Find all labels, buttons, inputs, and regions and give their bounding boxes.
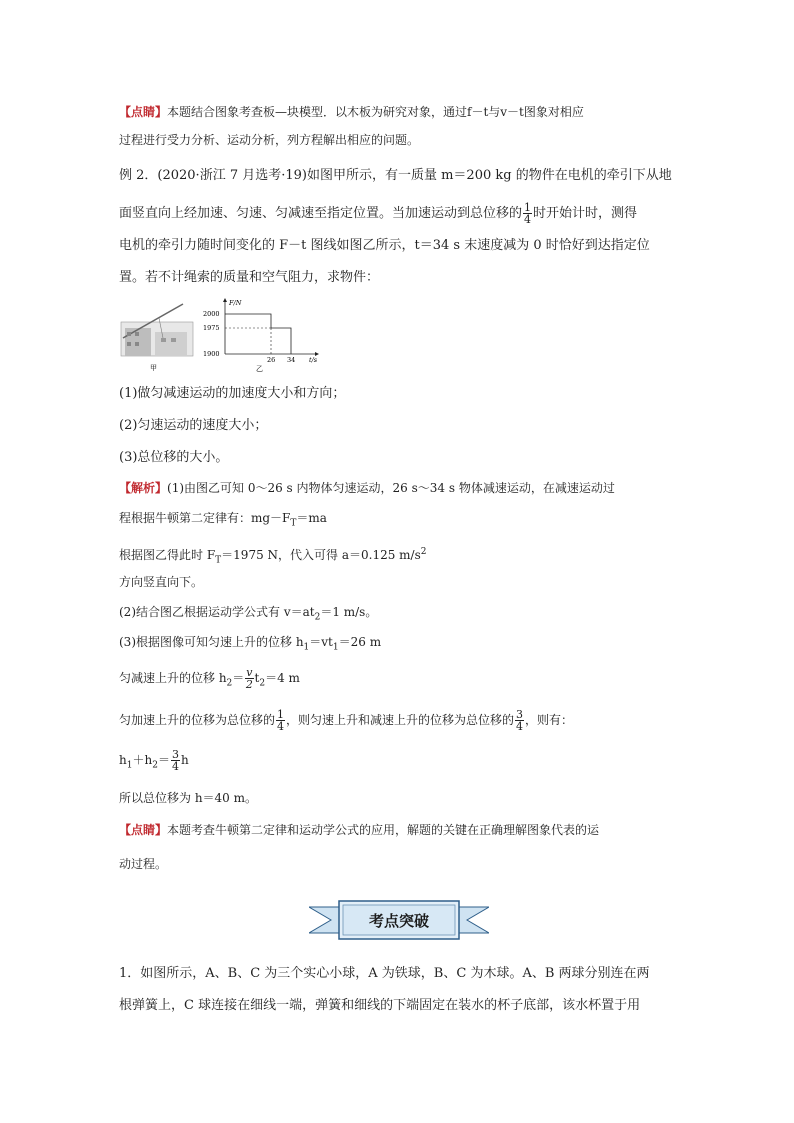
fraction: $\frac{1}{4}$ <box>277 708 285 733</box>
solution-line-6: (3)根据图像可知匀速上升的位移 $h_1=vt_1=26$ m <box>119 635 382 653</box>
question-2: (2)匀速运动的速度大小； <box>119 418 268 433</box>
problem-line-1: 1．如图所示，A、B、C 为三个实心小球，A 为铁球，B、C 为木球。A、B 两球分别连在两 <box>119 966 650 981</box>
solution-line-10: 所以总位移为 h＝40 m。 <box>119 791 258 805</box>
y-axis-label: F/N <box>229 299 242 307</box>
example-line-3: 电机的牵引力随时间变化的 F－t 图线如图乙所示，t＝34 s 末速度减为 0 时恰好到达指定位 <box>119 238 650 253</box>
label-jia: 甲 <box>150 364 157 372</box>
fraction: $\frac{v}{2}$ <box>245 666 253 691</box>
y-tick-1975: 1975 <box>203 324 220 332</box>
dianbo-text: 本题结合图象考查板—块模型．以木板为研究对象，通过f－t与v－t图象对相应 <box>167 105 584 119</box>
dianbo-paragraph-1-cont: 过程进行受力分析、运动分析，列方程解出相应的问题。 <box>119 133 420 147</box>
section-banner <box>309 897 489 943</box>
x-tick-26: 26 <box>267 356 276 364</box>
crane-photo <box>121 304 193 356</box>
solution-line-4: 方向竖直向下。 <box>119 575 204 589</box>
example-line-4: 置。若不计绳索的质量和空气阻力，求物件： <box>119 270 380 285</box>
dianbo-tag: 【点睛】 <box>119 105 168 119</box>
y-tick-1900: 1900 <box>203 350 220 358</box>
y-tick-2000: 2000 <box>203 310 220 318</box>
example-line-1: 例 2．(2020·浙江 7 月选考·19)如图甲所示，有一质量 m＝200 kg 的物件在电机的牵引下从地 <box>119 168 672 183</box>
problem-figure <box>119 298 339 374</box>
x-axis-label: t/s <box>309 356 318 364</box>
dianbo-paragraph-1 <box>119 104 679 120</box>
dianbo-paragraph-2-cont: 动过程。 <box>119 857 168 871</box>
example-text: 面竖直向上经加速、匀速、匀减速至指定位置。当加速运动到总位移的 <box>119 206 523 221</box>
label-yi: 乙 <box>256 365 263 373</box>
solution-line-3: 根据图乙得此时 $F_T=1975$ N，代入可得 a＝0.125 $m/s^2$ <box>119 547 427 566</box>
x-tick-34: 34 <box>287 356 296 364</box>
example-text: 时开始计时，测得 <box>533 206 638 221</box>
problem-line-2: 根弹簧上，C 球连接在细线一端，弹簧和细线的下端固定在装水的杯子底部，该水杯置于用 <box>119 998 641 1013</box>
f-t-chart <box>203 298 319 373</box>
dianbo-paragraph-2 <box>119 822 679 838</box>
solution-line-9: $h_1+h_2=$ $\frac{3}{4}$ h <box>119 748 189 773</box>
solution-text: (1)由图乙可知 0～26 s 内物体匀速运动，26 s～34 s 物体减速运动，在减速运动过 <box>167 481 615 495</box>
dianbo-text: 本题考查牛顿第二定律和运动学公式的应用，解题的关键在正确理解图象代表的运 <box>167 823 600 837</box>
fraction: $\frac{3}{4}$ <box>171 748 179 773</box>
dianbo-tag: 【点睛】 <box>119 823 168 837</box>
fraction: $\frac{1}{4}$ <box>524 201 532 226</box>
question-1: (1)做匀减速运动的加速度大小和方向； <box>119 386 346 401</box>
solution-tag: 【解析】 <box>119 481 168 495</box>
solution-line-2: 程根据牛顿第二定律有：$mg-F_T=ma$ <box>119 511 327 529</box>
solution-line-1 <box>119 480 679 496</box>
fraction: $\frac{3}{4}$ <box>516 708 524 733</box>
solution-line-7: 匀减速上升的位移 $h_2=$ $\frac{v}{2}$ $t_2=4$ m <box>119 666 300 691</box>
solution-line-5: (2)结合图乙根据运动学公式有 $v=at_2=1$ m/s。 <box>119 605 378 623</box>
solution-line-8: 匀加速上升的位移为总位移的 $\frac{1}{4}$ ，则匀速上升和减速上升的位移为总位移的 $\frac{3}{4}$ ，则有： <box>119 708 574 733</box>
banner-title: 考点突破 <box>368 912 430 930</box>
question-3: (3)总位移的大小。 <box>119 450 229 465</box>
example-line-2 <box>119 202 679 225</box>
